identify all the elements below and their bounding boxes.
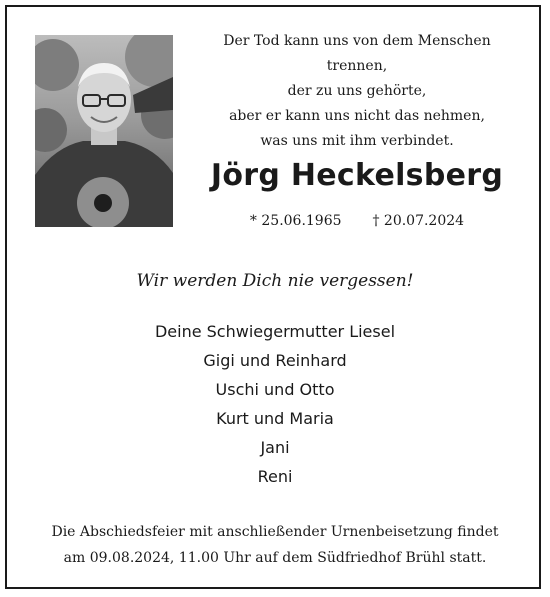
- birth-date: 25.06.1965: [261, 213, 342, 229]
- quote-line: Der Tod kann uns von dem Menschen trennen,: [223, 33, 491, 74]
- mourner-name: Deine Schwiegermutter Liesel: [154, 322, 396, 341]
- mourner-name: Kurt und Maria: [216, 409, 334, 428]
- quote-line: der zu uns gehörte,: [287, 83, 427, 99]
- death-date: 20.07.2024: [383, 213, 465, 229]
- farewell-line: Wir werden Dich nie vergessen!: [136, 271, 414, 291]
- mourner-name: Jani: [260, 438, 290, 457]
- memorial-quote: [192, 29, 522, 154]
- life-dates: [192, 213, 522, 229]
- mourner-name: Gigi und Reinhard: [203, 351, 347, 370]
- death-symbol: †: [372, 213, 380, 229]
- ceremony-info: [7, 519, 543, 571]
- obituary-notice: [5, 5, 541, 589]
- ceremony-line: Die Abschiedsfeier mit anschließender Urnenbeisetzung findet: [51, 524, 499, 540]
- quote-line: was uns mit ihm verbindet.: [260, 133, 454, 149]
- portrait-photo: [35, 35, 173, 227]
- mourners-list: [7, 317, 543, 491]
- mourner-name: Reni: [257, 467, 293, 486]
- deceased-name: Jörg Heckelsberg: [210, 158, 504, 193]
- mourner-name: Uschi und Otto: [215, 380, 335, 399]
- quote-line: aber er kann uns nicht das nehmen,: [229, 108, 485, 124]
- ceremony-line: am 09.08.2024, 11.00 Uhr auf dem Südfriedhof Brühl statt.: [63, 550, 487, 566]
- birth-symbol: *: [249, 213, 257, 229]
